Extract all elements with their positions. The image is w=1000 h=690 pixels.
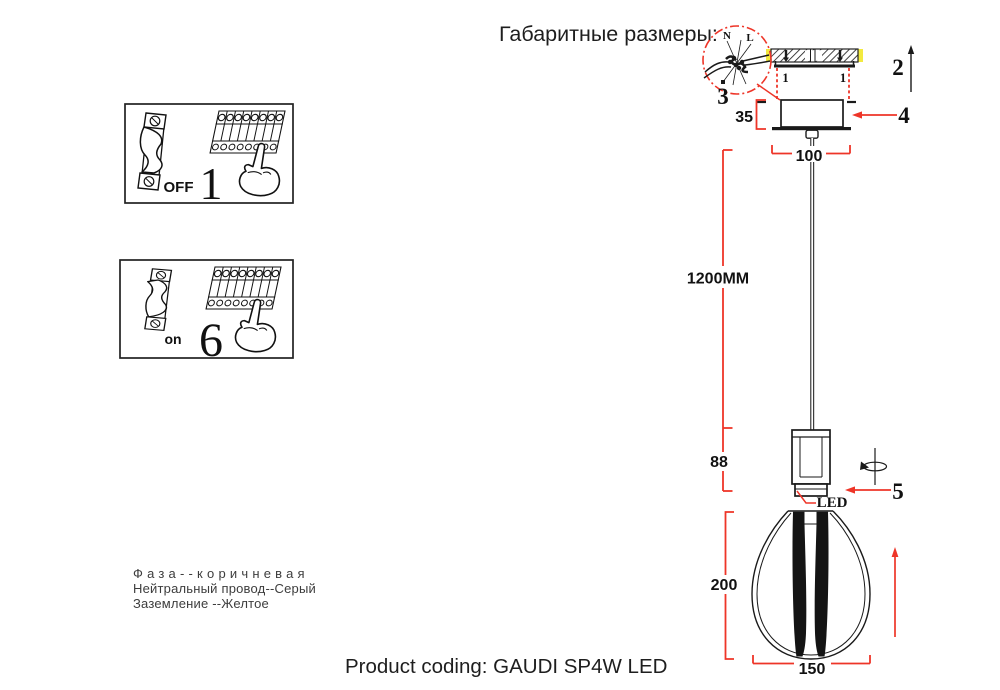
- step-number: 6: [199, 314, 223, 367]
- rotation-icon: [860, 448, 887, 485]
- callout-number: 5: [892, 479, 904, 504]
- inner-funnel-right: [815, 512, 829, 657]
- inner-funnel-left: [792, 512, 806, 657]
- shade-inner-wall: [757, 513, 865, 655]
- ceiling-opening: [805, 50, 822, 61]
- wiring-legend-phase: Фаза--коричневая: [133, 566, 309, 581]
- dim-holder-height: [703, 452, 737, 491]
- terminal-label-neutral: N: [723, 30, 731, 42]
- glass-shade: [752, 511, 898, 659]
- callout-2: [892, 45, 914, 92]
- shade-outer-wall: [752, 511, 870, 659]
- dim-shade-height: [706, 512, 743, 659]
- switch-state-label: OFF: [163, 179, 194, 196]
- dim-canopy-width: [772, 145, 850, 165]
- dim-value: 150: [798, 661, 826, 678]
- instruction-box-off: [125, 104, 293, 209]
- page-title: Габаритные размеры:: [499, 22, 718, 46]
- dim-value: 100: [795, 148, 823, 165]
- dim-value: 88: [710, 454, 728, 471]
- callout-circle: [703, 26, 771, 94]
- switch-state-label: on: [164, 331, 182, 347]
- mounting-plate: [774, 65, 855, 68]
- callout-3: 3: [717, 84, 729, 109]
- dim-value: 1200MM: [686, 270, 750, 288]
- product-coding: Product coding: GAUDI SP4W LED: [345, 655, 668, 678]
- instruction-box-on: [120, 260, 293, 367]
- dim-value: 35: [735, 109, 753, 126]
- dim-cable-length: [682, 150, 756, 491]
- screw-mark: 1: [839, 71, 847, 85]
- callout-4: [852, 103, 910, 128]
- wiring-detail-callout: [703, 26, 780, 109]
- screw-mark: 1: [782, 71, 789, 85]
- ceiling-mount: [766, 49, 863, 99]
- callout-number: 4: [898, 103, 910, 128]
- callout-number: 2: [892, 55, 904, 80]
- step-number: 1: [199, 158, 223, 209]
- canopy: [757, 100, 856, 138]
- led-holder: [792, 430, 830, 496]
- led-text: LED: [816, 495, 848, 511]
- wiring-legend-neutral: Нейтральный провод--Серый: [133, 580, 316, 596]
- terminal-label-live: L: [746, 32, 754, 44]
- wiring-legend-ground: Заземление --Желтое: [133, 595, 269, 611]
- canopy-body: [781, 100, 843, 127]
- dim-canopy-height: [735, 100, 766, 129]
- callout-5: [845, 479, 904, 504]
- dim-value: 200: [710, 577, 738, 594]
- cable-grip: [806, 130, 818, 138]
